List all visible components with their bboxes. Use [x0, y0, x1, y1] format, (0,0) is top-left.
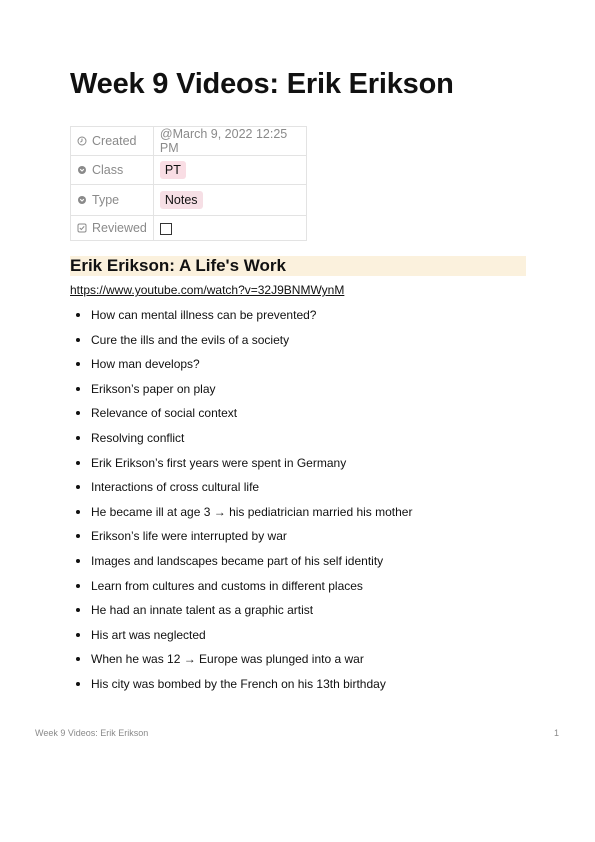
- list-item-text: Interactions of cross cultural life: [91, 480, 260, 495]
- list-item-text: Resolving conflict: [91, 430, 185, 445]
- property-key-created: [71, 127, 154, 156]
- bullet-icon: [76, 608, 80, 612]
- bullet-icon: [76, 682, 80, 686]
- bullet-icon: [76, 633, 80, 637]
- list-item: [70, 477, 412, 502]
- property-row-reviewed: [71, 216, 307, 241]
- checkbox-icon: [77, 223, 87, 233]
- reviewed-checkbox[interactable]: [160, 223, 172, 235]
- property-row-type: [71, 185, 307, 216]
- property-label-created: Created: [92, 134, 137, 148]
- property-label-class: Class: [92, 163, 124, 177]
- property-row-class: [71, 156, 307, 185]
- property-label-reviewed: Reviewed: [92, 221, 147, 235]
- list-item-text: Erikson’s paper on play: [91, 381, 216, 396]
- section-heading: Erik Erikson: A Life's Work: [70, 256, 526, 276]
- clock-icon: [77, 136, 87, 146]
- bullet-icon: [76, 461, 80, 465]
- property-key-reviewed: [71, 216, 154, 241]
- video-link[interactable]: https://www.youtube.com/watch?v=32J9BNMWynM: [70, 283, 345, 297]
- bullet-icon: [76, 657, 80, 661]
- list-item-text: He had an innate talent as a graphic artist: [91, 603, 314, 618]
- list-item-text: His art was neglected: [91, 627, 206, 642]
- footer-title: Week 9 Videos: Erik Erikson: [35, 728, 149, 738]
- list-item: [70, 576, 412, 601]
- list-item: [70, 379, 412, 404]
- bullet-icon: [76, 559, 80, 563]
- property-key-type: [71, 185, 154, 216]
- list-item: [70, 551, 412, 576]
- property-value-reviewed: [153, 216, 306, 241]
- bullet-icon: [76, 387, 80, 391]
- list-item: [70, 330, 412, 355]
- list-item: [70, 674, 412, 699]
- list-item: [70, 453, 412, 478]
- list-item: [70, 502, 412, 527]
- type-tag[interactable]: Notes: [160, 191, 203, 209]
- bullet-icon: [76, 411, 80, 415]
- list-item-text: How man develops?: [91, 357, 200, 372]
- list-item-text: Relevance of social context: [91, 406, 238, 421]
- bullet-icon: [76, 584, 80, 588]
- list-item-text: Erik Erikson’s first years were spent in Germany: [91, 455, 347, 470]
- bullet-icon: [76, 485, 80, 489]
- property-value-class[interactable]: [153, 156, 306, 185]
- list-item: [70, 403, 412, 428]
- list-item: [70, 354, 412, 379]
- list-item: [70, 625, 412, 650]
- list-item: [70, 526, 412, 551]
- list-item: [70, 600, 412, 625]
- property-key-class: [71, 156, 154, 185]
- list-item-text: He became ill at age 3 → his pediatrician married his mother: [91, 504, 413, 519]
- property-row-created: [71, 127, 307, 156]
- list-item-text: His city was bombed by the French on his 13th birthday: [91, 676, 386, 691]
- list-item: [70, 649, 412, 674]
- list-item-text: Learn from cultures and customs in different places: [91, 578, 363, 593]
- bullet-icon: [76, 338, 80, 342]
- list-item-text: Images and landscapes became part of his self identity: [91, 553, 384, 568]
- list-item-text: When he was 12 → Europe was plunged into a war: [91, 652, 364, 667]
- bullet-icon: [76, 534, 80, 538]
- bullet-icon: [76, 510, 80, 514]
- property-label-type: Type: [92, 193, 120, 207]
- property-value-type[interactable]: [153, 185, 306, 216]
- list-item: [70, 305, 412, 330]
- list-item-text: Cure the ills and the evils of a society: [91, 332, 290, 347]
- properties-table: [70, 126, 307, 241]
- select-icon: [77, 165, 87, 175]
- list-item-text: How can mental illness can be prevented?: [91, 308, 317, 322]
- property-value-created: [153, 127, 306, 156]
- bullet-icon: [76, 362, 80, 366]
- class-tag[interactable]: PT: [160, 161, 186, 179]
- bullet-icon: [76, 436, 80, 440]
- list-item-text: Erikson’s life were interrupted by war: [91, 529, 287, 544]
- select-icon: [77, 195, 87, 205]
- created-date: @March 9, 2022 12:25 PM: [159, 127, 288, 155]
- notes-list: [70, 305, 412, 699]
- bullet-icon: [76, 313, 80, 317]
- page-number: 1: [554, 728, 560, 738]
- list-item: [70, 428, 412, 453]
- page-title: Week 9 Videos: Erik Erikson: [70, 68, 454, 100]
